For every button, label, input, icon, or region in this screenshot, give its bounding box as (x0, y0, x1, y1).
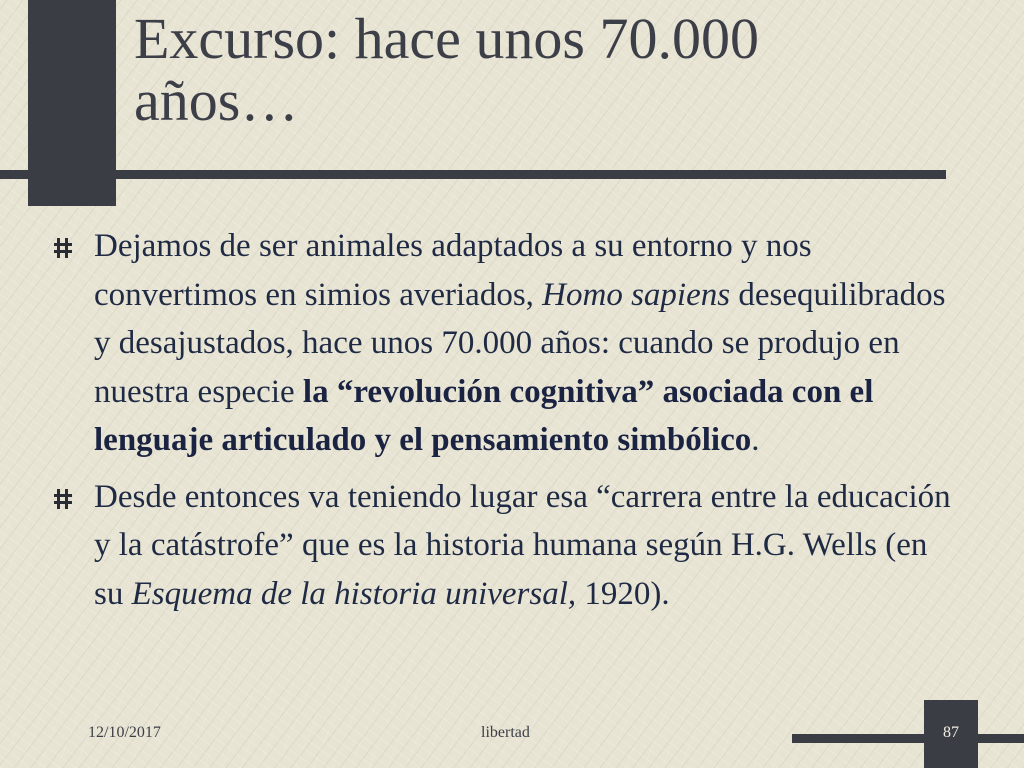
bullet-1-text-part: Dejamos de ser animales adaptados a su entorno y nos convertimos en simios averiados, (94, 228, 812, 313)
slide-title (134, 8, 994, 132)
slide-body (54, 222, 954, 626)
bullet-item-1 (54, 222, 954, 465)
footer-decoration-bar (792, 734, 1024, 743)
bullet-text-2 (94, 473, 954, 619)
title-underline-bar (0, 170, 946, 179)
slide-title-line-2: años… (134, 68, 299, 133)
bullet-1-italic-term: Homo sapiens (542, 276, 731, 313)
page-number: 87 (943, 724, 959, 741)
bullet-1-text-part-2: desequilibrados y desajustados, hace unos 70.000 años: cuando se produjo en nuestra especie (94, 276, 946, 410)
bullet-text-1 (94, 222, 954, 465)
slide-title-line-1: Excurso: hace unos 70.000 (134, 6, 759, 71)
bullet-1-text-end: . (751, 422, 760, 458)
hash-bullet-icon (54, 489, 72, 509)
bullet-2-italic-title: Esquema de la historia universal, (131, 575, 577, 612)
footer-date: 12/10/2017 (88, 724, 161, 741)
bullet-2-text-part: Desde entonces va teniendo lugar esa “carrera entre la educación y la catástrofe” que es la historia humana según H.G. Wells (en su (94, 478, 951, 612)
hash-bullet-icon (54, 238, 72, 258)
bullet-2-text-end: 1920). (576, 575, 670, 612)
footer-topic: libertad (481, 724, 530, 741)
bullet-item-2 (54, 473, 954, 619)
bullet-1-bold-phrase: la “revolución cognitiva” asociada con el lenguaje articulado y el pensamiento simbólico (94, 373, 874, 458)
